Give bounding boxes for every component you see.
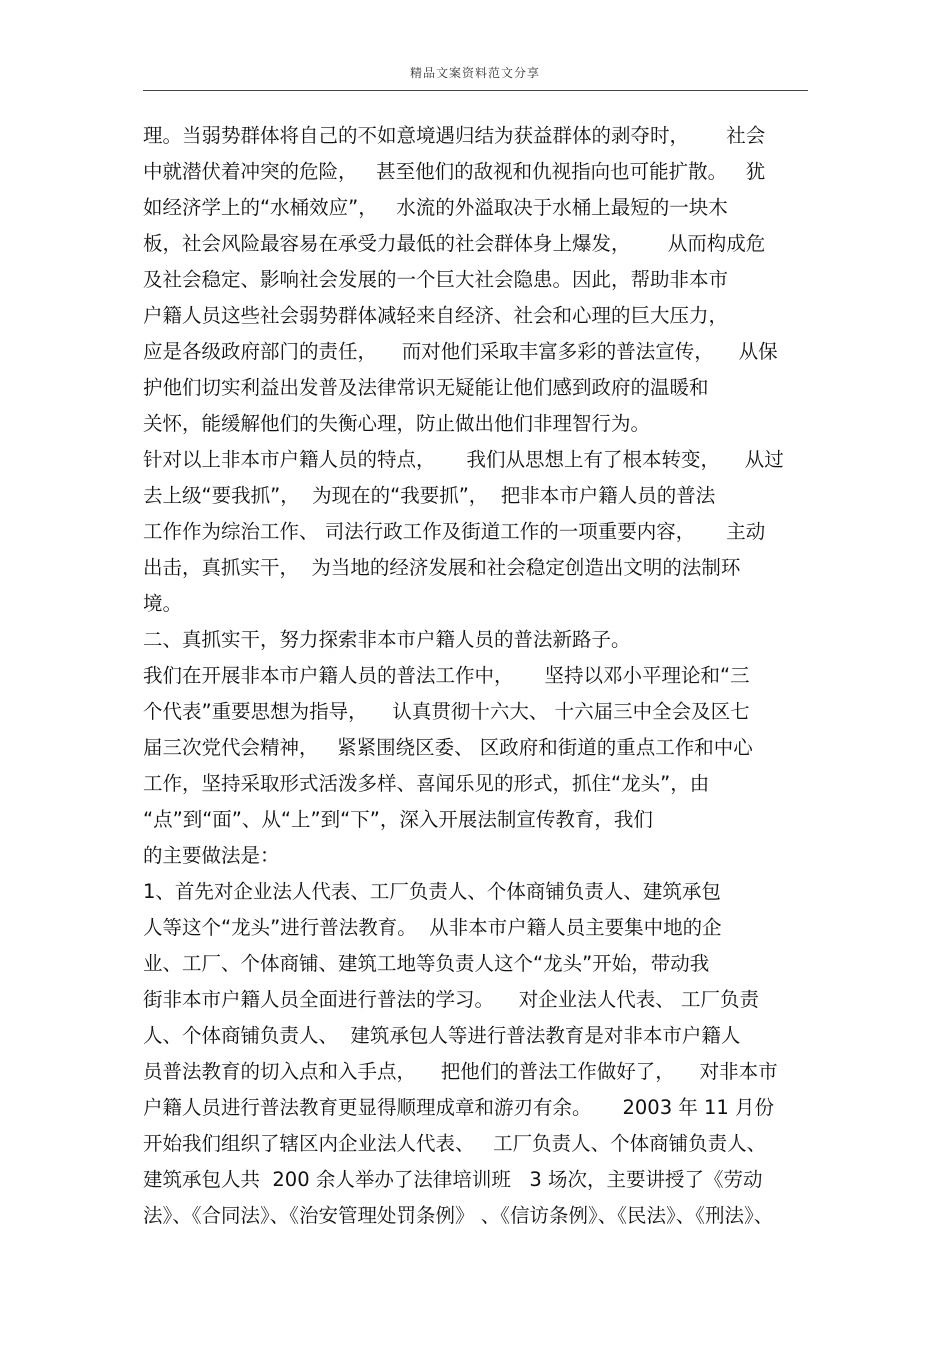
text-line: 工作作为综治工作、 司法行政工作及街道工作的一项重要内容， 主动 [143, 520, 766, 543]
text-line: 应是各级政府部门的责任， 而对他们采取丰富多彩的普法宣传， 从保 [143, 340, 778, 363]
text-line: 境。 [143, 592, 183, 615]
text-line: 关怀，能缓解他们的失衡心理，防止做出他们非理智行为。 [143, 412, 651, 435]
text-line: 及社会稳定、影响社会发展的一个巨大社会隐患。因此，帮助非本市 [143, 268, 729, 291]
section-heading: 二、真抓实干，努力探索非本市户籍人员的普法新路子。 [143, 628, 631, 651]
text-line: 我们在开展非本市户籍人员的普法工作中， 坚持以邓小平理论和“三 [143, 664, 750, 687]
text-line: 的主要做法是： [143, 844, 280, 867]
text-line: 法》、《合同法》、《治安管理处罚条例》 、《信访条例》、《民法》、《刑法》、 [143, 1204, 774, 1227]
text-line: 出击，真抓实干， 为当地的经济发展和社会稳定创造出文明的法制环 [143, 556, 741, 579]
text-line: 户籍人员进行普法教育更显得顺理成章和游刃有余。 2003 年 11 月份 [143, 1096, 775, 1119]
text-line: 届三次党代会精神， 紧紧围绕区委、 区政府和街道的重点工作和中心 [143, 736, 753, 759]
text-line: 员普法教育的切入点和入手点， 把他们的普法工作做好了， 对非本市 [143, 1060, 778, 1083]
header-divider [143, 90, 808, 91]
text-line: 护他们切实利益出发普及法律常识无疑能让他们感到政府的温暖和 [143, 376, 709, 399]
text-line: 人、个体商铺负责人、 建筑承包人等进行普法教育是对非本市户籍人 [143, 1024, 741, 1047]
text-line: 街非本市户籍人员全面进行普法的学习。 对企业法人代表、 工厂负责 [143, 988, 759, 1011]
document-body [143, 118, 815, 1234]
text-line: 建筑承包人共 200 余人举办了法律培训班 3 场次，主要讲授了《劳动 [143, 1168, 763, 1191]
text-line: 业、工厂、个体商铺、建筑工地等负责人这个“龙头”开始，带动我 [143, 952, 710, 975]
page-header: 精品文案资料范文分享 [409, 66, 540, 80]
text-line: 开始我们组织了辖区内企业法人代表、 工厂负责人、个体商铺负责人、 [143, 1132, 767, 1155]
text-line: 户籍人员这些社会弱势群体减轻来自经济、社会和心理的巨大压力， [143, 304, 729, 327]
text-line: 理。当弱势群体将自己的不如意境遇归结为获益群体的剥夺时， 社会 [143, 124, 766, 147]
text-line: 如经济学上的“水桶效应”， 水流的外溢取决于水桶上最短的一块木 [143, 196, 728, 219]
text-line: 针对以上非本市户籍人员的特点， 我们从思想上有了根本转变， 从过 [143, 448, 784, 471]
text-line: 中就潜伏着冲突的危险， 甚至他们的敌视和仇视指向也可能扩散。 犹 [143, 160, 766, 183]
text-line: 1、首先对企业法人代表、工厂负责人、个体商铺负责人、建筑承包 [143, 880, 721, 903]
text-line: 工作，坚持采取形式活泼多样、喜闻乐见的形式，抓住“龙头”，由 [143, 772, 710, 795]
text-line: 人等这个“龙头”进行普法教育。 从非本市户籍人员主要集中地的企 [143, 916, 722, 939]
text-line: 去上级“要我抓”， 为现在的“我要抓”， 把非本市户籍人员的普法 [143, 484, 716, 507]
text-line: “点”到“面”、从“上”到“下”，深入开展法制宣传教育，我们 [143, 808, 653, 831]
text-line: 板，社会风险最容易在承受力最低的社会群体身上爆发， 从而构成危 [143, 232, 766, 255]
text-line: 个代表”重要思想为指导， 认真贯彻十六大、 十六届三中全会及区七 [143, 700, 750, 723]
